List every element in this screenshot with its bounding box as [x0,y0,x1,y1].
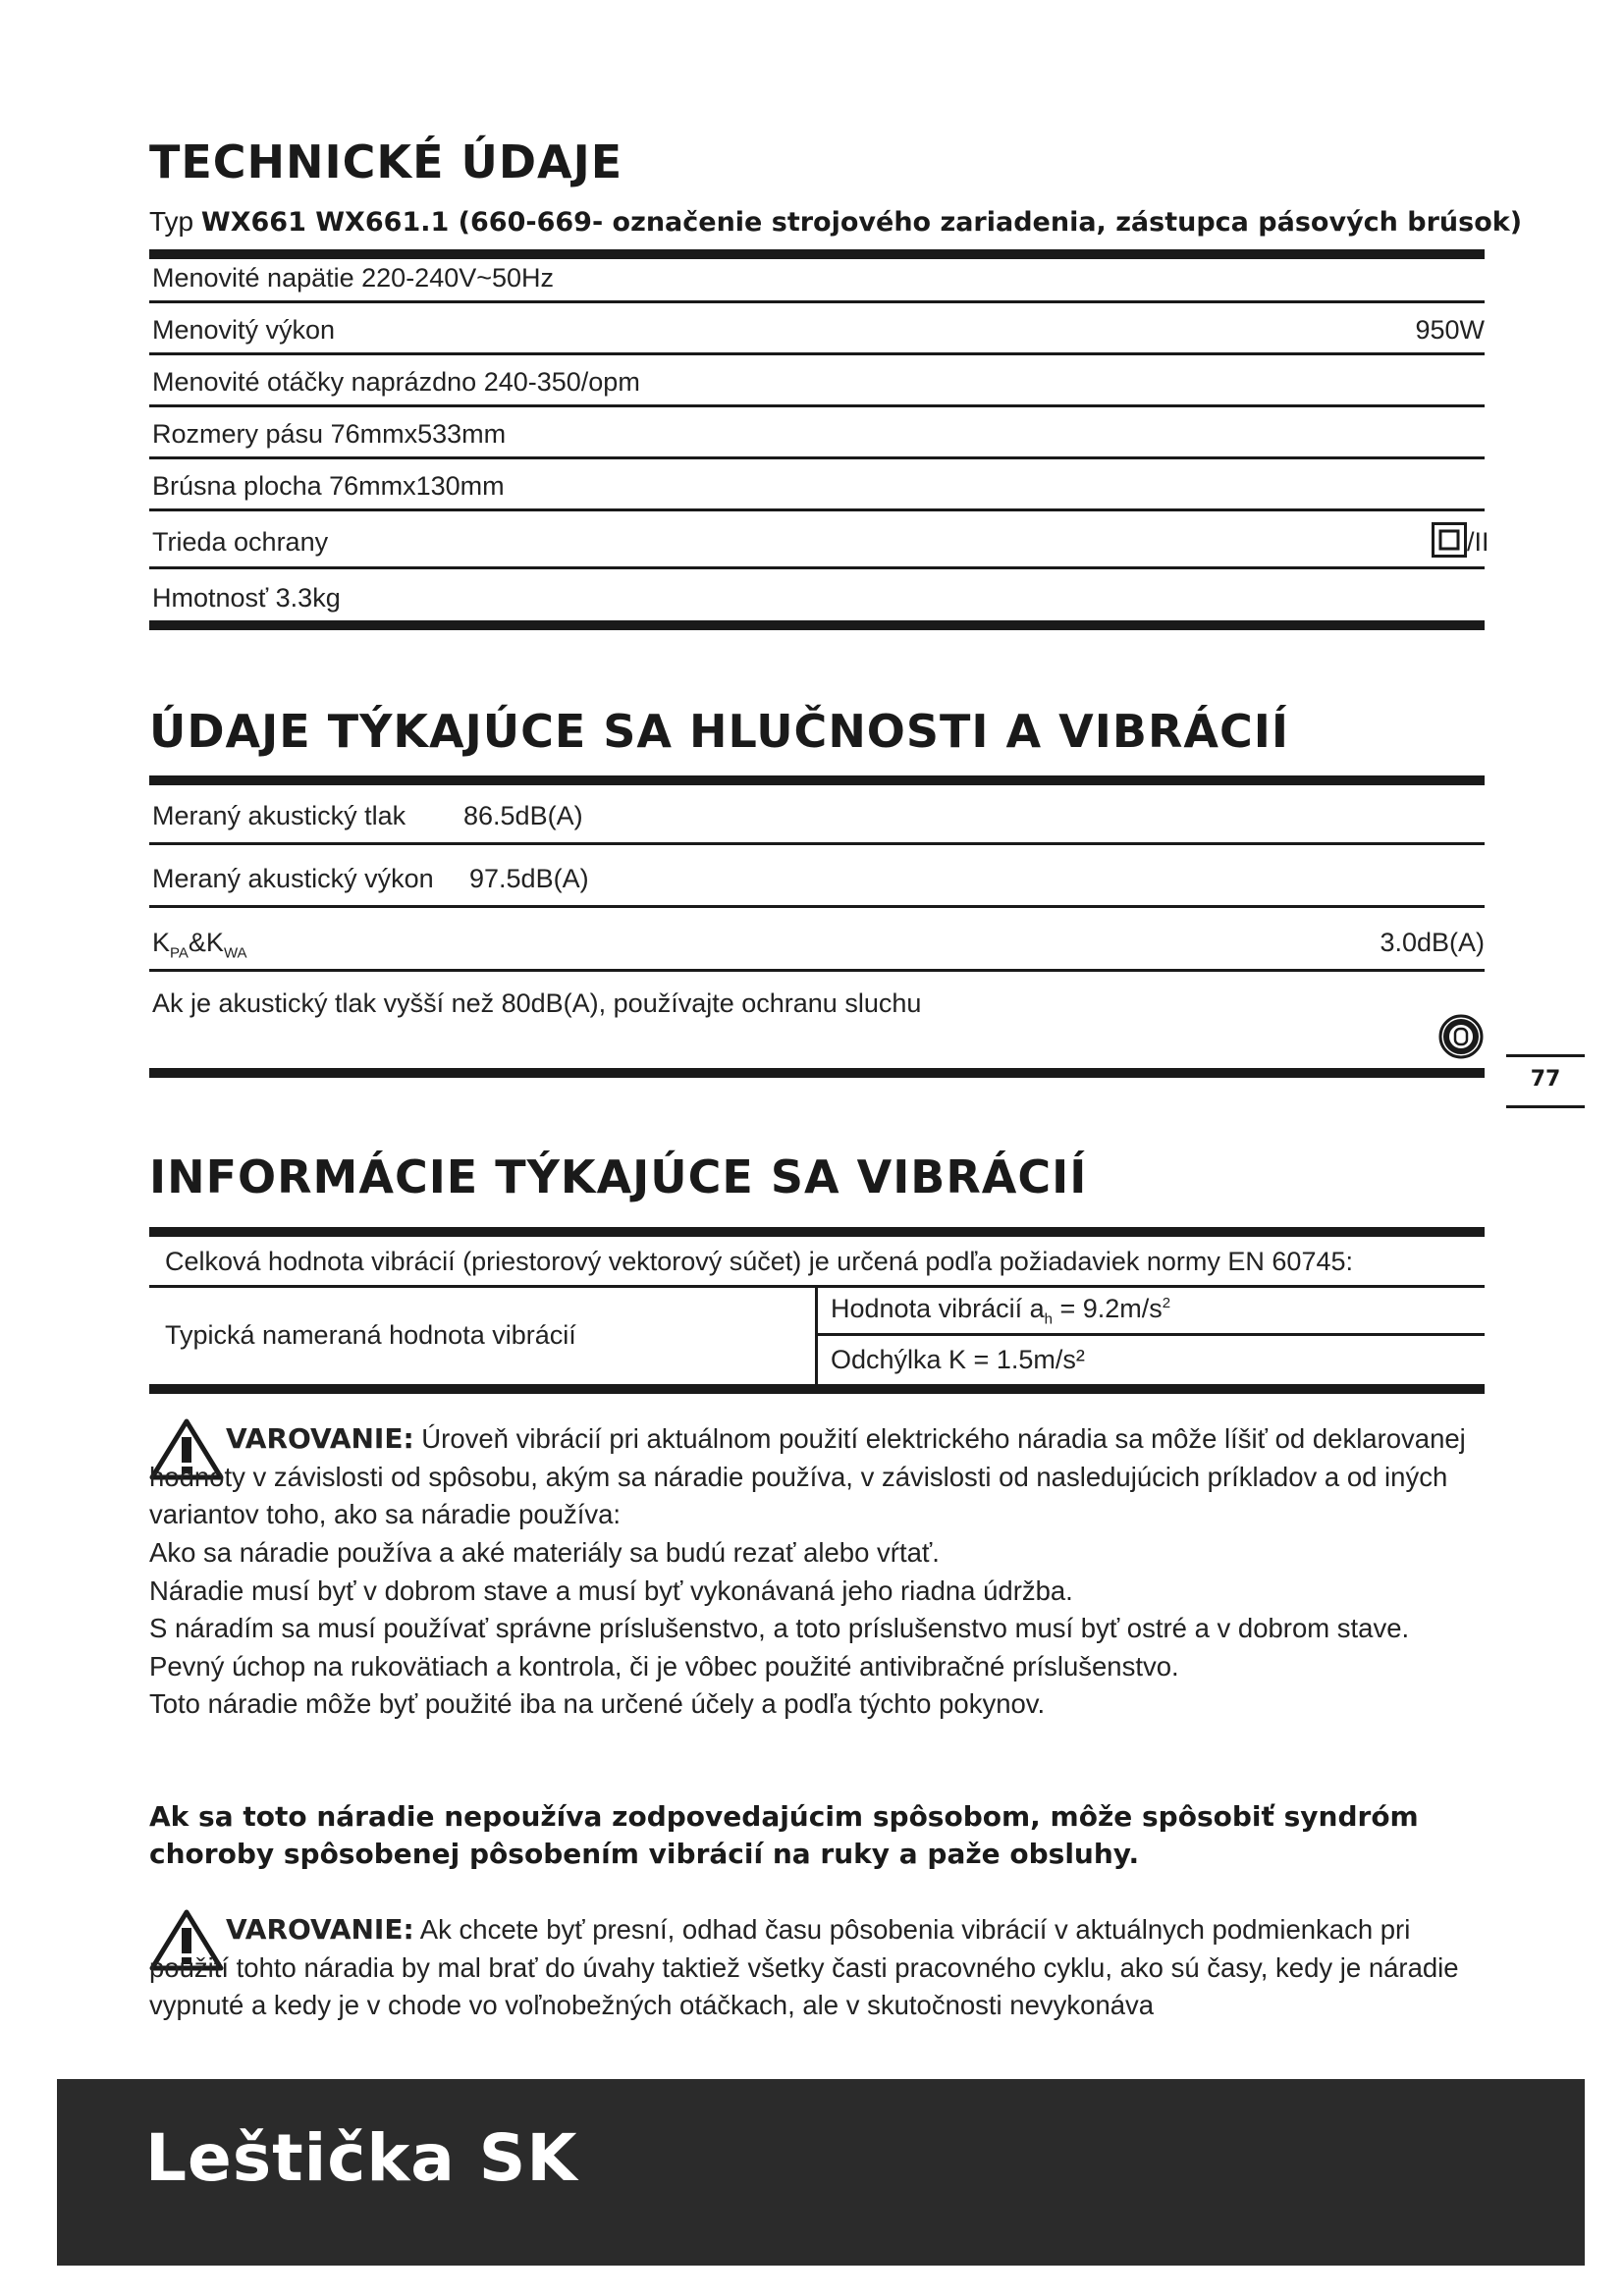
rule [149,969,1485,972]
spec-speed: Menovité otáčky naprázdno 240-350/opm [152,367,640,397]
warning-list [149,1534,1485,1724]
double-insulation-icon [1432,522,1467,558]
spec-power-label: Menovitý výkon [152,315,336,345]
rule [149,249,1485,259]
spec-power-value: 950W [1415,315,1485,345]
ah-prefix: Hodnota vibrácií a [831,1294,1045,1323]
rule [149,300,1485,303]
uncertainty-value: 3.0dB(A) [1380,928,1485,957]
page-number-rule [1506,1054,1585,1057]
k-sub-wa: WA [223,944,247,962]
uncertainty-label [152,928,247,961]
warning-paragraph-2 [149,1911,1485,2025]
k-symbol: K [152,928,171,957]
k-symbol: &K [188,928,224,957]
typical-vibration-label: Typická nameraná hodnota vibrácií [165,1320,576,1350]
type-prefix: Typ [149,206,201,237]
vibration-intro: Celková hodnota vibrácií (priestorový vektorový súčet) je určená podľa požiadaviek normy EN 60745: [165,1247,1353,1276]
hearing-protection-icon [1438,1014,1484,1059]
vibration-ah-value [831,1294,1170,1327]
hearing-protection-note: Ak je akustický tlak vyšší než 80dB(A), používajte ochranu sluchu [152,988,922,1018]
bold-warning: Ak sa toto náradie nepoužíva zodpovedajúcim spôsobom, môže spôsobiť syndróm choroby spôsobenej pôsobením vibrácií na ruky a paže obsluhy. [149,1800,1419,1870]
rule [149,620,1485,630]
ah-sub: h [1044,1310,1053,1328]
type-line [149,206,1522,238]
spec-voltage: Menovité napätie 220-240V~50Hz [152,263,555,293]
rule [149,508,1485,511]
page-number-rule [1506,1105,1585,1108]
vibration-heading: INFORMÁCIE TÝKAJÚCE SA VIBRÁCIÍ [149,1150,1088,1203]
rule [149,566,1485,569]
warning-item: Náradie musí byť v dobrom stave a musí byť vykonávaná jeho riadna údržba. [149,1575,1073,1606]
spec-protection-class: Trieda ochrany [152,527,329,557]
type-value: WX661 WX661.1 (660-669- označenie strojového zariadenia, zástupca pásových brúsok) [200,207,1523,238]
spec-belt-size: Rozmery pásu 76mmx533mm [152,419,507,449]
warning-text: Ak chcete byť presní, odhad času pôsobenia vibrácií v aktuálnych podmienkach pri použití tohto náradia by mal brať do úvahy taktiež všetky časti pracovného cyklu, ako sú časy, kedy je náradie vypnuté a kedy je v chode vo voľnobežných otáčkach, ale v skutočnosti nevykonáva [149,1914,1459,2020]
rule [149,352,1485,355]
ah-suffix: = 9.2m/s [1052,1294,1163,1323]
warning-title: VAROVANIE: [226,1422,414,1455]
warning-item: Ako sa náradie používa a aké materiály sa budú rezať alebo vŕtať. [149,1537,940,1568]
rule [815,1333,1485,1336]
vibration-k-value: Odchýlka K = 1.5m/s² [831,1345,1085,1374]
warning-text: Úroveň vibrácií pri aktuálnom použití elektrického náradia sa môže líšiť od deklarovanej hodnoty v závislosti od spôsobu, akým sa náradie používa, v závislosti od nasledujúcich príkladov a od iných variantov toho, ako sa náradie používa: [149,1423,1466,1529]
spec-sanding-area: Brúsna plocha 76mmx130mm [152,471,505,501]
footer-bar [57,2079,1585,2266]
spec-weight: Hmotnosť 3.3kg [152,583,341,613]
rule [149,1227,1485,1237]
rule [149,905,1485,908]
rule [149,456,1485,459]
rule [149,1068,1485,1078]
sound-power-value: 97.5dB(A) [469,864,589,893]
warning-item: Pevný úchop na rukovätiach a kontrola, či je vôbec použité antivibračné príslušenstvo. [149,1650,1179,1682]
k-sub-pa: PA [170,944,189,962]
warning-item: S náradím sa musí používať správne príslušenstvo, a toto príslušenstvo musí byť ostré a v dobrom stave. [149,1613,1410,1643]
noise-heading: ÚDAJE TÝKAJÚCE SA HLUČNOSTI A VIBRÁCIÍ [149,705,1289,758]
ah-sup: 2 [1162,1295,1171,1311]
warning-item: Toto náradie môže byť použité iba na určené účely a podľa týchto pokynov. [149,1688,1046,1719]
sound-pressure-value: 86.5dB(A) [463,801,583,830]
rule [149,1384,1485,1394]
rule [149,842,1485,845]
warning-title: VAROVANIE: [226,1913,414,1946]
warning-paragraph-1 [149,1420,1485,1534]
page-number: 77 [1530,1067,1561,1092]
rule [149,775,1485,785]
sound-power-label: Meraný akustický výkon [152,864,434,893]
rule [149,404,1485,407]
footer-title: Leštička SK [145,2120,578,2196]
technical-heading: TECHNICKÉ ÚDAJE [149,135,623,188]
sound-pressure-label: Meraný akustický tlak [152,801,406,830]
protection-class-value: /II [1467,527,1489,557]
